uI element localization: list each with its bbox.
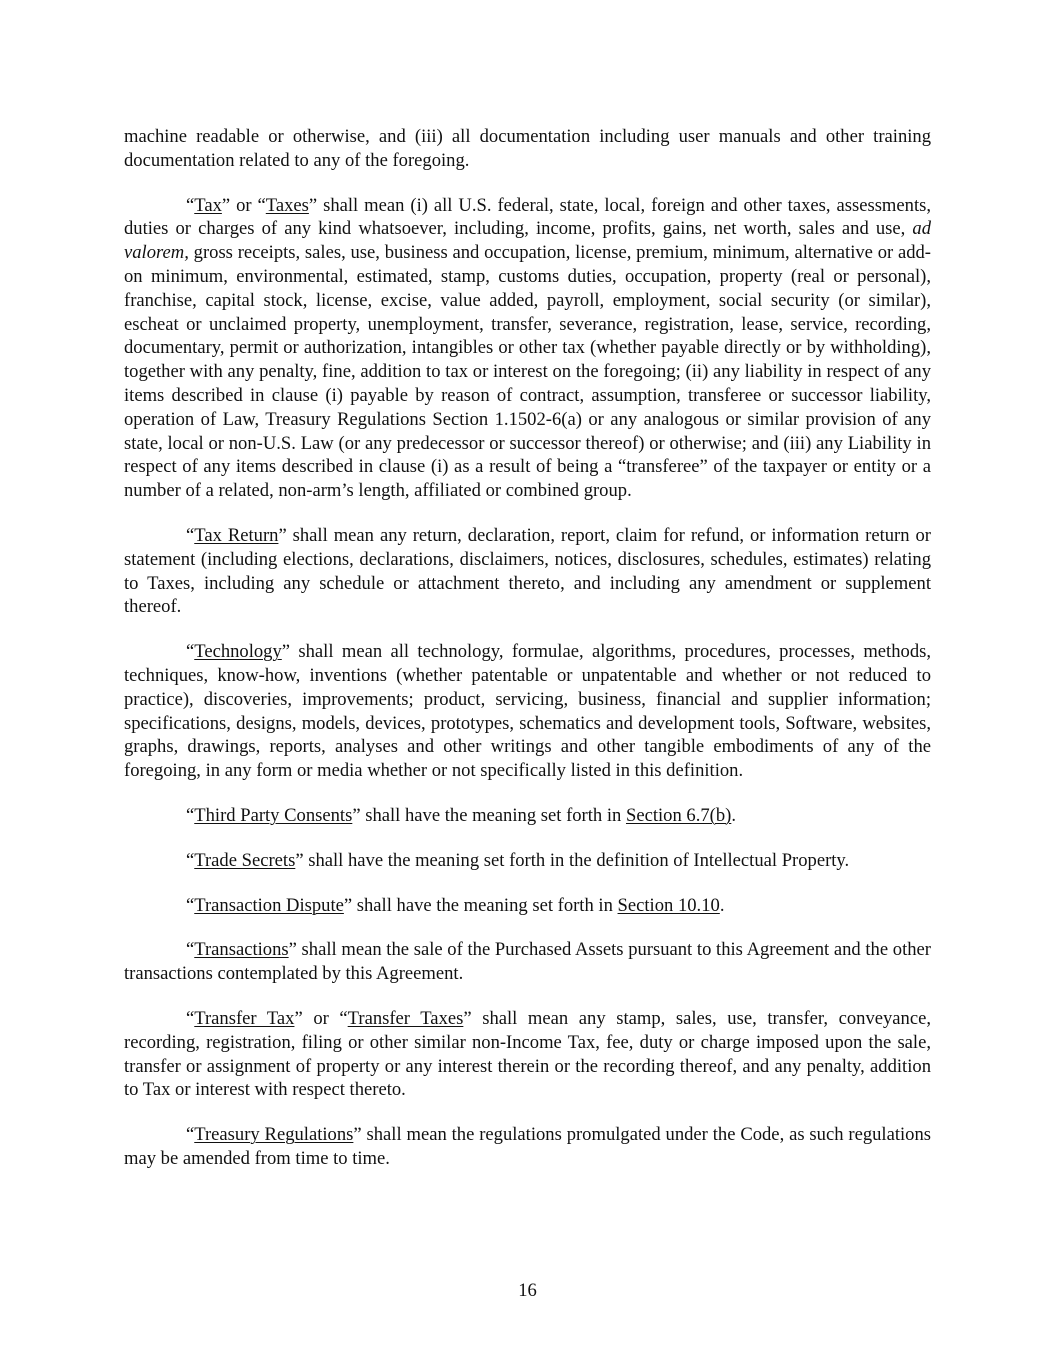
defined-term: Third Party Consents [194,804,353,826]
italic-text: ad valorem, [124,218,931,264]
defined-term: Trade Secrets [194,849,296,871]
definition-paragraph [124,125,931,173]
definition-paragraph [124,1007,931,1102]
paragraph-text: . [731,804,736,826]
paragraph-text: machine readable or otherwise, and (iii) all documentation including user manuals and other training documentation related to any of the foregoing. [124,126,931,171]
paragraph-text: ” shall mean any return, declaration, report, claim for refund, or information return or statement (including elections, declarations, disclaimers, notices, disclosures, schedules, estimates) relating to Taxes, including any schedule or attachment thereto, and including any amendment or supplement thereof. [124,524,931,618]
defined-term: Transaction Dispute [194,894,344,916]
document-body [124,125,931,1192]
paragraph-text: ” shall have the meaning set forth in the definition of Intellectual Property. [295,849,850,871]
paragraph-text: ” shall mean (i) all U.S. federal, state, local, foreign and other taxes, assessments, duties or charges of any kind whatsoever, including, income, profits, gains, net worth, sales and use, [124,194,931,240]
defined-term: Transfer Taxes [347,1007,464,1029]
definition-paragraph [124,1123,931,1171]
paragraph-text: ” shall have the meaning set forth in [343,894,618,916]
defined-term: Section 10.10 [617,894,720,916]
paragraph-text: “ [186,939,195,961]
defined-term: Transactions [194,939,289,961]
defined-term: Treasury Regulations [194,1124,354,1146]
defined-term: Transfer Tax [194,1007,295,1029]
definition-paragraph [124,849,931,873]
paragraph-text: ” shall mean the sale of the Purchased Assets pursuant to this Agreement and the other transactions contemplated by this Agreement. [124,939,931,985]
definition-paragraph [124,894,931,918]
definition-paragraph [124,194,931,503]
defined-term: Taxes [265,194,309,216]
paragraph-text: . [719,894,725,916]
defined-term: Technology [194,641,282,663]
paragraph-text: ” or “ [221,194,266,216]
paragraph-text: ” or “ [294,1007,348,1029]
defined-term: Section 6.7(b) [625,804,732,826]
paragraph-text: “ [186,1007,195,1029]
paragraph-text: “ [186,894,195,916]
paragraph-text: “ [186,849,195,871]
paragraph-text: ” shall mean all technology, formulae, algorithms, procedures, processes, methods, techniques, know-how, inventions (whether patentable or unpatentable and whether or not reduced to practice), discoveries, improvements; product, servicing, business, financial and supplier information; specifications, designs, models, devices, prototypes, schematics and development tools, Software, websites, graphs, drawings, reports, analyses and other writings and other tangible embodiments of any of the foregoing, in any form or media whether or not specifically listed in this definition. [124,641,931,782]
definition-paragraph [124,938,931,986]
definition-paragraph [124,640,931,783]
page-number: 16 [518,1280,537,1301]
definition-paragraph [124,524,931,619]
defined-term: Tax Return [194,524,279,546]
paragraph-text: ” shall mean the regulations promulgated under the Code, as such regulations may be amended from time to time. [124,1124,931,1169]
paragraph-text: ” shall have the meaning set forth in [352,804,626,826]
paragraph-text: “ [186,1124,195,1146]
paragraph-text: “ [186,641,195,663]
paragraph-text: “ [186,804,195,826]
definition-paragraph [124,804,931,828]
paragraph-text: “ [186,194,195,216]
defined-term: Tax [194,194,222,216]
paragraph-text: ” shall mean any stamp, sales, use, transfer, conveyance, recording, registration, filing or other similar non-Income Tax, fee, duty or charge imposed upon the sale, transfer or assignment of property or any interest therein or the recording thereof, and any penalty, addition to Tax or interest with respect thereto. [124,1007,932,1101]
paragraph-text: gross receipts, sales, use, business and occupation, license, premium, minimum, alternative or add-on minimum, environmental, estimated, stamp, customs duties, occupation, property (real or personal), franchise, capital stock, license, excise, value added, payroll, employment, social security (or similar), escheat or unclaimed property, unemployment, transfer, severance, registration, lease, service, recording, documentary, permit or authorization, intangibles or other tax (whether payable directly or by withholding), together with any penalty, fine, addition to tax or interest on the foregoing; (ii) any liability in respect of any items described in clause (i) payable by reason of contract, assumption, transferee or successor liability, operation of Law, Treasury Regulations Section 1.1502-6(a) or any analogous or similar provision of any state, local or non-U.S. Law (or any predecessor or successor thereof) or otherwise; and (iii) any Liability in respect of any items described in clause (i) as a result of being a “transferee” of the taxpayer or entity or a number of a related, non-arm’s length, affiliated or combined group. [124,242,931,502]
paragraph-text: “ [186,524,195,546]
